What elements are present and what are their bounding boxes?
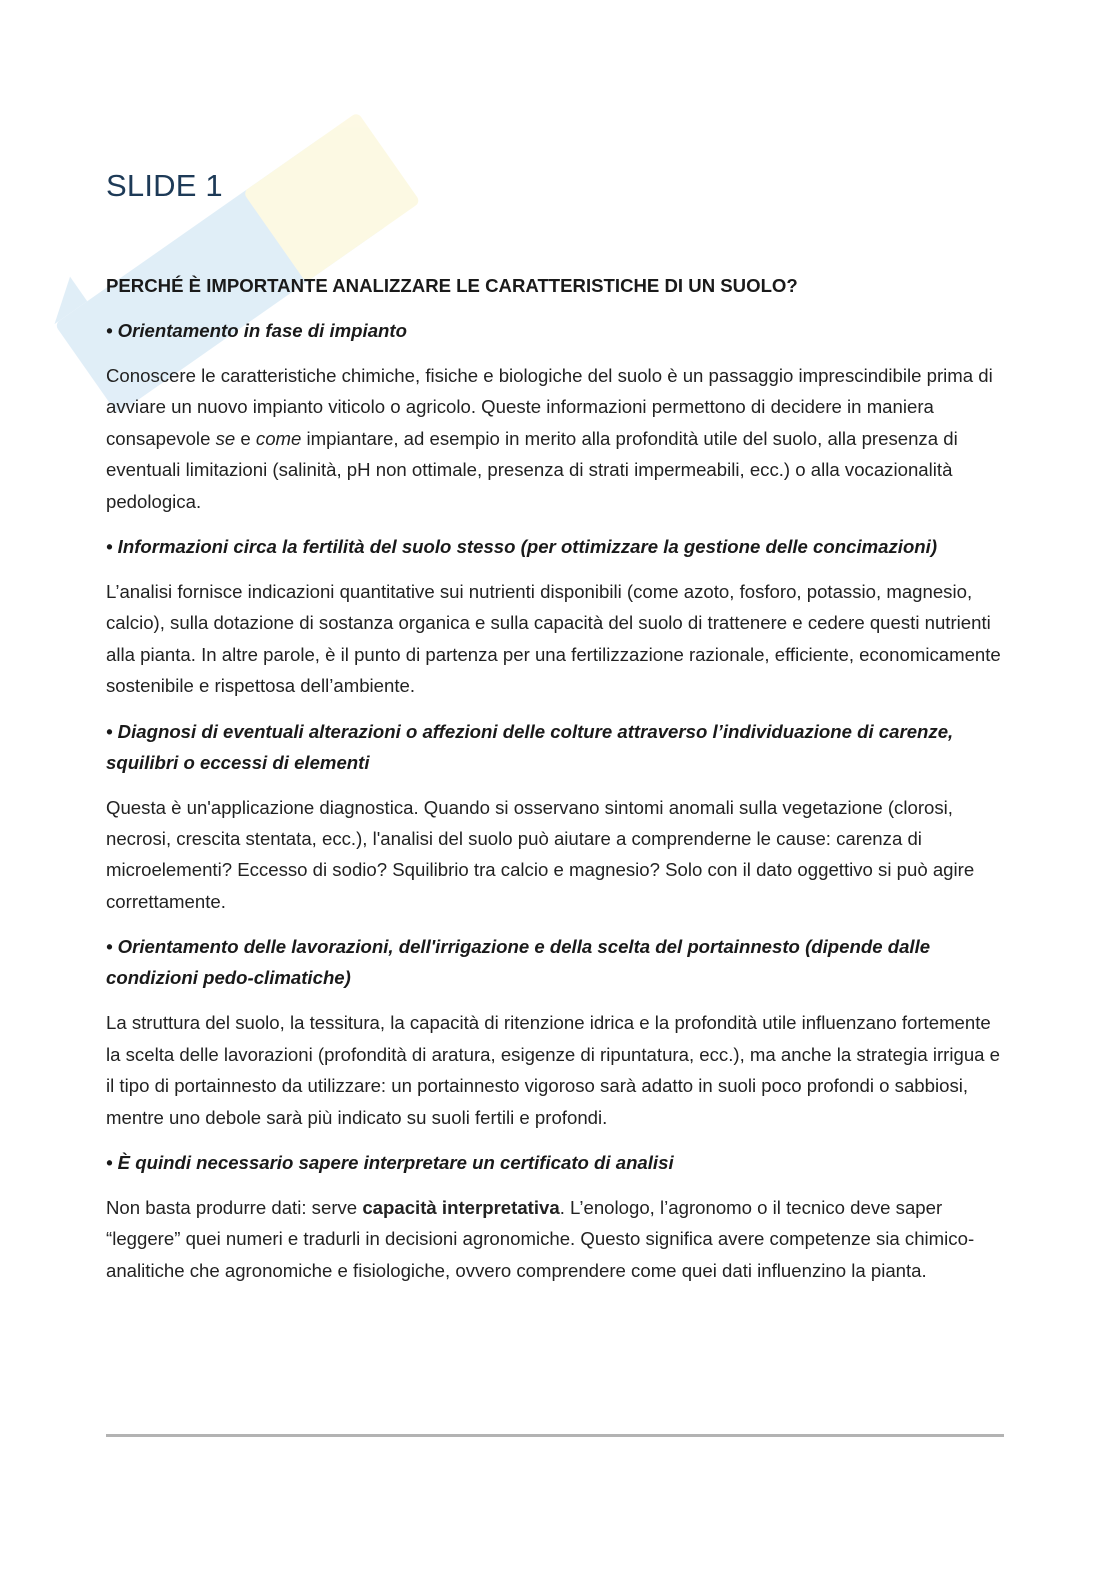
slide-title: SLIDE 1 (106, 168, 223, 203)
section-paragraph: Questa è un'applicazione diagnostica. Quando si osservano sintomi anomali sulla vegetazione (clorosi, necrosi, crescita stentata, ecc.), l'analisi del suolo può aiutare a comprenderne le cause: carenza di microelementi? Eccesso di sodio? Squilibrio tra calcio e magnesio? Solo con il dato oggettivo si può agire correttamente. (106, 796, 975, 912)
horizontal-divider (106, 1434, 1004, 1437)
section-heading: • Diagnosi di eventuali alterazioni o affezioni delle colture attraverso l’individuazione di carenze, squilibri o eccessi di elementi (106, 720, 954, 773)
section-heading: • È quindi necessario sapere interpretare un certificato di analisi (106, 1151, 674, 1173)
document-content (106, 270, 1006, 1300)
section-heading: • Orientamento in fase di impianto (106, 320, 407, 341)
main-question: PERCHÉ È IMPORTANTE ANALIZZARE LE CARATTERISTICHE DI UN SUOLO? (106, 275, 798, 296)
section-paragraph: Non basta produrre dati: serve capacità interpretativa. L’enologo, l’agronomo o il tecnico deve saper “leggere” quei numeri e tradurli in decisioni agronomiche. Questo significa avere competenze sia chimico-analitiche che agronomiche e fisiologiche, ovvero comprendere come quei dati influenzino la pianta. (106, 1196, 975, 1281)
section (106, 315, 1006, 517)
section-heading: • Orientamento delle lavorazioni, dell'irrigazione e della scelta del portainnesto (dipende dalle condizioni pedo-climatiche) (106, 936, 931, 989)
section (106, 931, 1006, 1133)
section (106, 716, 1006, 918)
section (106, 1147, 1006, 1286)
section-heading: • Informazioni circa la fertilità del suolo stesso (per ottimizzare la gestione delle concimazioni) (106, 536, 938, 558)
sections-list (106, 315, 1006, 1286)
section (106, 531, 1006, 702)
section-paragraph: La struttura del suolo, la tessitura, la capacità di ritenzione idrica e la profondità utile influenzano fortemente la scelta delle lavorazioni (profondità di aratura, esigenze di ripuntatura, ecc.), ma anche la strategia irrigua e il tipo di portainnesto da utilizzare: un portainnesto vigoroso sarà adatto in suoli poco profondi o sabbiosi, mentre uno debole sarà più indicato su suoli fertili e profondi. (106, 1012, 1001, 1128)
section-paragraph: L’analisi fornisce indicazioni quantitative sui nutrienti disponibili (come azoto, fosforo, potassio, magnesio, calcio), sulla dotazione di sostanza organica e sulla capacità del suolo di trattenere e cedere questi nutrienti alla pianta. In altre parole, è il punto di partenza per una fertilizzazione razionale, efficiente, economicamente sostenibile e rispettosa dell’ambiente. (106, 581, 1001, 697)
section-paragraph: Conoscere le caratteristiche chimiche, fisiche e biologiche del suolo è un passaggio imprescindibile prima di avviare un nuovo impianto viticolo o agricolo. Queste informazioni permettono di decidere in maniera consapevole se e come impiantare, ad esempio in merito alla profondità utile del suolo, alla presenza di eventuali limitazioni (salinità, pH non ottimale, presenza di strati impermeabili, ecc.) o alla vocazionalità pedologica. (106, 365, 993, 512)
